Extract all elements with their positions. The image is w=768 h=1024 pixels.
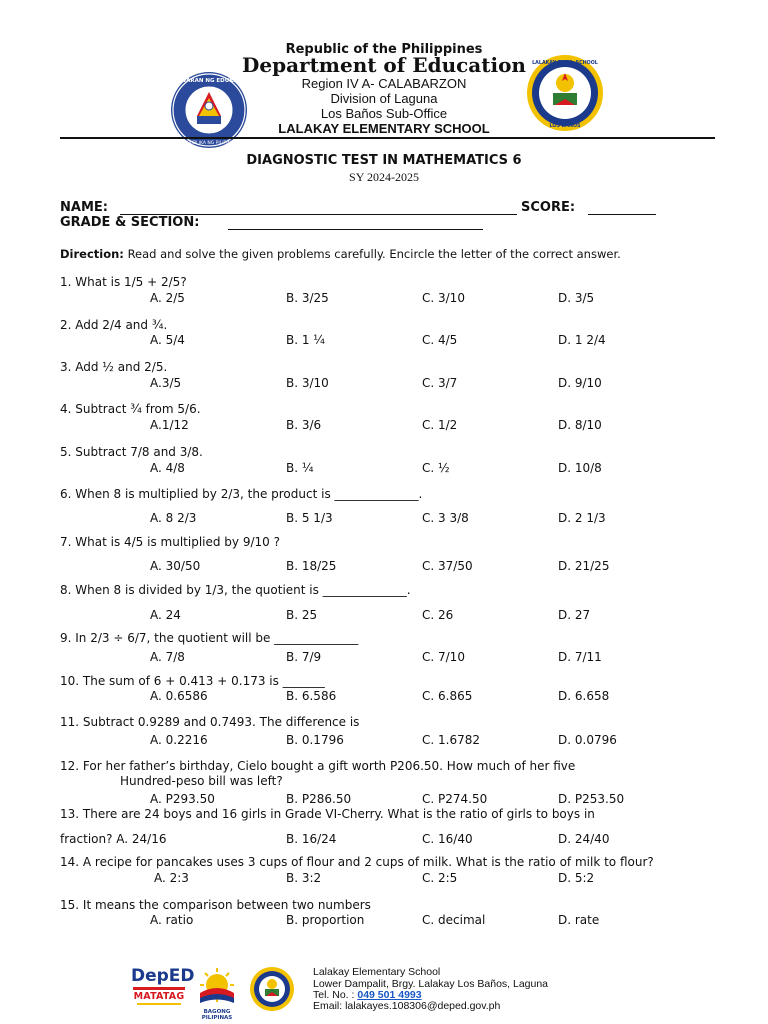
question-10: 10. The sum of 6 + 0.413 + 0.173 is _______ [60, 674, 325, 688]
q10-option-a[interactable]: A. 0.6586 [150, 689, 208, 703]
q12-option-a[interactable]: A. P293.50 [150, 792, 215, 806]
q6-option-b[interactable]: B. 5 1/3 [286, 511, 333, 525]
q7-option-d[interactable]: D. 21/25 [558, 559, 610, 573]
question-12: 12. For her father’s birthday, Cielo bought a gift worth P206.50. How much of her five [60, 759, 576, 773]
q4-option-c[interactable]: C. 1/2 [422, 418, 458, 432]
q5-option-b[interactable]: B. ¼ [286, 461, 314, 475]
q1-option-a[interactable]: A. 2/5 [150, 291, 185, 305]
republic-heading: Republic of the Philippines [285, 42, 483, 57]
test-title: DIAGNOSTIC TEST IN MATHEMATICS 6 [246, 153, 522, 168]
q11-option-d[interactable]: D. 0.0796 [558, 733, 617, 747]
q2-option-a[interactable]: A. 5/4 [150, 333, 185, 347]
q3-option-b[interactable]: B. 3/10 [286, 376, 329, 390]
q12-option-b[interactable]: B. P286.50 [286, 792, 352, 806]
q4-option-d[interactable]: D. 8/10 [558, 418, 602, 432]
q14-option-d[interactable]: D. 5:2 [558, 871, 595, 885]
footer-address: Lower Dampalit, Brgy. Lalakay Los Baños, Laguna [313, 978, 549, 990]
q3-option-a[interactable]: A.3/5 [150, 376, 182, 390]
question-1: 1. What is 1/5 + 2/5? [60, 275, 187, 289]
q9-option-c[interactable]: C. 7/10 [422, 650, 465, 664]
department-heading: Department of Education [242, 53, 526, 77]
q6-option-d[interactable]: D. 2 1/3 [558, 511, 606, 525]
question-13: 13. There are 24 boys and 16 girls in Grade VI-Cherry. What is the ratio of girls to boys in [60, 807, 595, 821]
q13-option-d[interactable]: D. 24/40 [558, 832, 610, 846]
q11-option-b[interactable]: B. 0.1796 [286, 733, 344, 747]
deped-matatag-logo [131, 966, 195, 1014]
direction-label: Direction: [60, 247, 124, 261]
score-label: SCORE: [521, 200, 576, 215]
question-8: 8. When 8 is divided by 1/3, the quotient is ______________. [60, 583, 411, 597]
q13-option-a[interactable]: fraction? A. 24/16 [60, 832, 167, 846]
q15-option-c[interactable]: C. decimal [422, 913, 486, 927]
bagong-pilipinas-text: BAGONG PILIPINAS [201, 1009, 233, 1021]
q7-option-a[interactable]: A. 30/50 [150, 559, 201, 573]
question-5: 5. Subtract 7/8 and 3/8. [60, 445, 203, 459]
q8-option-d[interactable]: D. 27 [558, 608, 591, 622]
school-seal-icon [525, 53, 605, 133]
q1-option-b[interactable]: B. 3/25 [286, 291, 329, 305]
q1-option-d[interactable]: D. 3/5 [558, 291, 595, 305]
q11-option-c[interactable]: C. 1.6782 [422, 733, 480, 747]
q9-option-d[interactable]: D. 7/11 [558, 650, 602, 664]
region-heading: Region IV A- CALABARZON [301, 76, 467, 91]
svg-text:KAGAWARAN NG EDUKASYON: KAGAWARAN NG EDUKASYON [163, 78, 255, 84]
question-4: 4. Subtract ¾ from 5/6. [60, 402, 201, 416]
q1-option-c[interactable]: C. 3/10 [422, 291, 465, 305]
direction [60, 247, 621, 261]
grade-section-label: GRADE & SECTION: [60, 215, 200, 230]
school-year: SY 2024-2025 [349, 170, 419, 184]
q14-option-c[interactable]: C. 2:5 [422, 871, 458, 885]
q15-option-d[interactable]: D. rate [558, 913, 600, 927]
division-heading: Division of Laguna [330, 91, 438, 106]
name-label: NAME: [60, 200, 108, 215]
q6-option-c[interactable]: C. 3 3/8 [422, 511, 469, 525]
question-12-continued: Hundred-peso bill was left? [120, 774, 283, 788]
q6-option-a[interactable]: A. 8 2/3 [150, 511, 197, 525]
q13-option-c[interactable]: C. 16/40 [422, 832, 473, 846]
q2-option-c[interactable]: C. 4/5 [422, 333, 458, 347]
q15-option-a[interactable]: A. ratio [150, 913, 194, 927]
deped-wordmark: DepED [131, 966, 195, 986]
q14-option-b[interactable]: B. 3:2 [286, 871, 322, 885]
q4-option-b[interactable]: B. 3/6 [286, 418, 322, 432]
q7-option-b[interactable]: B. 18/25 [286, 559, 337, 573]
q2-option-d[interactable]: D. 1 2/4 [558, 333, 606, 347]
question-15: 15. It means the comparison between two numbers [60, 898, 371, 912]
question-14: 14. A recipe for pancakes uses 3 cups of flour and 2 cups of milk. What is the ratio of milk to flour? [60, 855, 654, 869]
matatag-wordmark: MATATAG [133, 991, 185, 1002]
score-field[interactable] [588, 214, 656, 215]
q4-option-a[interactable]: A.1/12 [150, 418, 189, 432]
header-divider [60, 137, 715, 139]
matatag-underline [137, 1003, 181, 1005]
question-3: 3. Add ½ and 2/5. [60, 360, 168, 374]
footer-tel-label: Tel. No. : [313, 989, 358, 1001]
q5-option-c[interactable]: C. ½ [422, 461, 450, 475]
q8-option-a[interactable]: A. 24 [150, 608, 181, 622]
school-footer-seal-icon [249, 966, 295, 1012]
question-9: 9. In 2/3 ÷ 6/7, the quotient will be ______________ [60, 631, 359, 645]
svg-text:REPUBLIKA NG PILIPINAS: REPUBLIKA NG PILIPINAS [181, 141, 237, 146]
direction-text: Read and solve the given problems carefully. Encircle the letter of the correct answer. [127, 247, 621, 261]
q9-option-a[interactable]: A. 7/8 [150, 650, 185, 664]
q8-option-b[interactable]: B. 25 [286, 608, 318, 622]
q9-option-b[interactable]: B. 7/9 [286, 650, 322, 664]
question-6: 6. When 8 is multiplied by 2/3, the product is ______________. [60, 487, 423, 501]
footer-tel-link[interactable]: 049 501 4993 [357, 989, 422, 1001]
q12-option-c[interactable]: C. P274.50 [422, 792, 488, 806]
bagong-pilipinas-logo [192, 965, 242, 1021]
q14-option-a[interactable]: A. 2:3 [154, 871, 189, 885]
q3-option-c[interactable]: C. 3/7 [422, 376, 458, 390]
q5-option-d[interactable]: D. 10/8 [558, 461, 602, 475]
q13-option-b[interactable]: B. 16/24 [286, 832, 337, 846]
q5-option-a[interactable]: A. 4/8 [150, 461, 185, 475]
q2-option-b[interactable]: B. 1 ¼ [286, 333, 325, 347]
school-heading: LALAKAY ELEMENTARY SCHOOL [278, 121, 490, 136]
q11-option-a[interactable]: A. 0.2216 [150, 733, 208, 747]
footer-school-name: Lalakay Elementary School [313, 966, 441, 978]
deped-underline [133, 987, 185, 990]
q8-option-c[interactable]: C. 26 [422, 608, 454, 622]
question-2: 2. Add 2/4 and ¾. [60, 318, 168, 332]
q7-option-c[interactable]: C. 37/50 [422, 559, 473, 573]
svg-text:LALAKAY ELEM. SCHOOL: LALAKAY ELEM. SCHOOL [532, 61, 598, 66]
svg-text:LOS BAÑOS: LOS BAÑOS [549, 124, 581, 129]
q3-option-d[interactable]: D. 9/10 [558, 376, 602, 390]
footer-email: Email: lalakayes.108306@deped.gov.ph [313, 1000, 501, 1012]
q10-option-b[interactable]: B. 6.586 [286, 689, 337, 703]
question-11: 11. Subtract 0.9289 and 0.7493. The difference is [60, 715, 360, 729]
q10-option-d[interactable]: D. 6.658 [558, 689, 610, 703]
q12-option-d[interactable]: D. P253.50 [558, 792, 625, 806]
sub-office-heading: Los Baños Sub-Office [320, 106, 448, 121]
grade-section-field[interactable] [228, 229, 483, 230]
q10-option-c[interactable]: C. 6.865 [422, 689, 473, 703]
q15-option-b[interactable]: B. proportion [286, 913, 365, 927]
question-7: 7. What is 4/5 is multiplied by 9/10 ? [60, 535, 280, 549]
